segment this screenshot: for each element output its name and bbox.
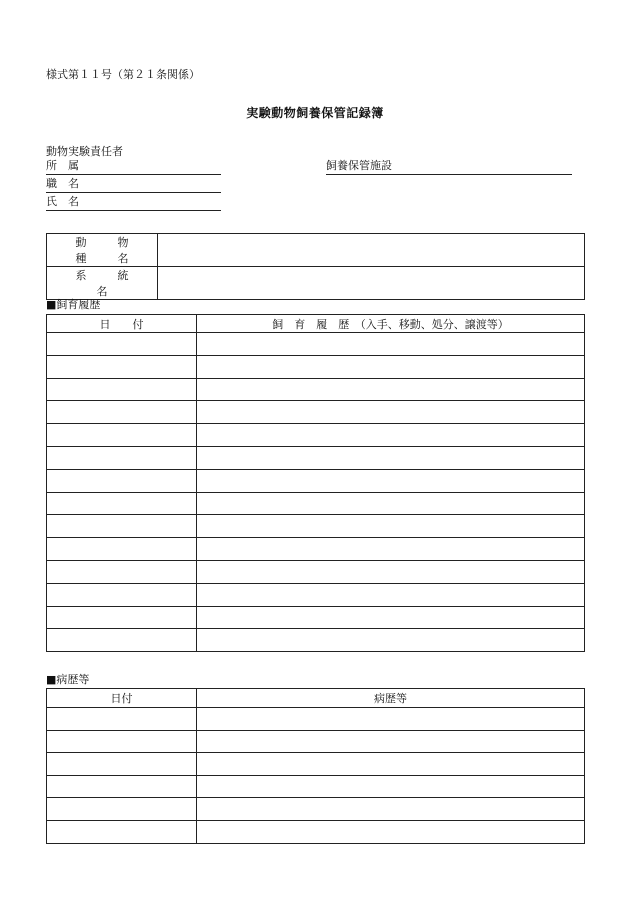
table-row bbox=[47, 775, 585, 798]
position-label: 職 名 bbox=[46, 177, 79, 190]
breeding-date-cell[interactable] bbox=[47, 446, 197, 469]
breeding-history-heading: ■飼育履歴 bbox=[46, 298, 101, 311]
medical-entry-cell[interactable] bbox=[197, 753, 585, 776]
breeding-entry-cell[interactable] bbox=[197, 492, 585, 515]
medical-entry-cell[interactable] bbox=[197, 730, 585, 753]
breeding-entry-cell[interactable] bbox=[197, 583, 585, 606]
species-label: 動 物 種 名 bbox=[75, 236, 160, 265]
breeding-date-cell[interactable] bbox=[47, 424, 197, 447]
breeding-history-header: 飼 育 履 歴 （入手、移動、処分、譲渡等） bbox=[197, 315, 585, 333]
facility-field[interactable] bbox=[326, 158, 572, 175]
table-row bbox=[47, 333, 585, 356]
breeding-history-table bbox=[46, 314, 585, 652]
strain-label-cell bbox=[47, 267, 158, 300]
table-row bbox=[47, 469, 585, 492]
breeding-entry-cell[interactable] bbox=[197, 378, 585, 401]
medical-entry-cell[interactable] bbox=[197, 820, 585, 843]
breeding-date-cell[interactable] bbox=[47, 355, 197, 378]
breeding-entry-cell[interactable] bbox=[197, 355, 585, 378]
table-row bbox=[47, 378, 585, 401]
table-row bbox=[47, 606, 585, 629]
table-row bbox=[47, 708, 585, 731]
medical-date-cell[interactable] bbox=[47, 730, 197, 753]
medical-entry-cell[interactable] bbox=[197, 708, 585, 731]
breeding-entry-cell[interactable] bbox=[197, 629, 585, 652]
species-label-cell bbox=[47, 234, 158, 267]
medical-header-row bbox=[47, 689, 585, 708]
strain-value-cell[interactable] bbox=[158, 267, 585, 300]
breeding-date-cell[interactable] bbox=[47, 538, 197, 561]
facility-label: 飼養保管施設 bbox=[326, 159, 392, 172]
breeding-date-cell[interactable] bbox=[47, 583, 197, 606]
species-value-cell[interactable] bbox=[158, 234, 585, 267]
table-row bbox=[47, 730, 585, 753]
breeding-entry-cell[interactable] bbox=[197, 538, 585, 561]
breeding-date-cell[interactable] bbox=[47, 469, 197, 492]
medical-date-cell[interactable] bbox=[47, 708, 197, 731]
medical-date-header: 日付 bbox=[47, 689, 197, 708]
table-row bbox=[47, 492, 585, 515]
table-row bbox=[47, 820, 585, 843]
medical-date-cell[interactable] bbox=[47, 820, 197, 843]
breeding-date-cell[interactable] bbox=[47, 492, 197, 515]
breeding-entry-cell[interactable] bbox=[197, 515, 585, 538]
breeding-date-cell[interactable] bbox=[47, 515, 197, 538]
table-row bbox=[47, 515, 585, 538]
breeding-entry-cell[interactable] bbox=[197, 424, 585, 447]
breeding-date-cell[interactable] bbox=[47, 629, 197, 652]
breeding-date-cell[interactable] bbox=[47, 560, 197, 583]
responsible-heading: 動物実験責任者 bbox=[46, 145, 123, 158]
name-field[interactable] bbox=[46, 194, 221, 211]
medical-entry-cell[interactable] bbox=[197, 798, 585, 821]
breeding-date-header: 日 付 bbox=[47, 315, 197, 333]
breeding-history-body bbox=[47, 333, 585, 652]
breeding-date-cell[interactable] bbox=[47, 333, 197, 356]
page-title: 実験動物飼養保管記録簿 bbox=[246, 106, 384, 120]
medical-date-cell[interactable] bbox=[47, 775, 197, 798]
medical-entry-cell[interactable] bbox=[197, 775, 585, 798]
breeding-header-row bbox=[47, 315, 585, 333]
table-row bbox=[47, 583, 585, 606]
affiliation-field[interactable] bbox=[46, 158, 221, 175]
table-row bbox=[47, 401, 585, 424]
breeding-date-cell[interactable] bbox=[47, 606, 197, 629]
breeding-date-cell[interactable] bbox=[47, 378, 197, 401]
strain-label: 系 統 名 bbox=[75, 269, 160, 298]
medical-history-heading: ■病歴等 bbox=[46, 673, 90, 686]
breeding-entry-cell[interactable] bbox=[197, 446, 585, 469]
breeding-date-cell[interactable] bbox=[47, 401, 197, 424]
medical-date-cell[interactable] bbox=[47, 753, 197, 776]
strain-row bbox=[47, 267, 585, 300]
form-number: 様式第１１号（第２１条関係） bbox=[46, 68, 200, 81]
breeding-entry-cell[interactable] bbox=[197, 401, 585, 424]
breeding-entry-cell[interactable] bbox=[197, 469, 585, 492]
table-row bbox=[47, 538, 585, 561]
species-row bbox=[47, 234, 585, 267]
species-table bbox=[46, 233, 585, 300]
medical-history-table bbox=[46, 688, 585, 844]
table-row bbox=[47, 560, 585, 583]
table-row bbox=[47, 629, 585, 652]
position-field[interactable] bbox=[46, 176, 221, 193]
table-row bbox=[47, 424, 585, 447]
affiliation-label: 所 属 bbox=[46, 159, 79, 172]
table-row bbox=[47, 446, 585, 469]
table-row bbox=[47, 355, 585, 378]
name-label: 氏 名 bbox=[46, 195, 79, 208]
table-row bbox=[47, 753, 585, 776]
medical-history-header: 病歴等 bbox=[197, 689, 585, 708]
breeding-entry-cell[interactable] bbox=[197, 333, 585, 356]
medical-history-body bbox=[47, 708, 585, 844]
table-row bbox=[47, 798, 585, 821]
breeding-entry-cell[interactable] bbox=[197, 560, 585, 583]
medical-date-cell[interactable] bbox=[47, 798, 197, 821]
breeding-entry-cell[interactable] bbox=[197, 606, 585, 629]
